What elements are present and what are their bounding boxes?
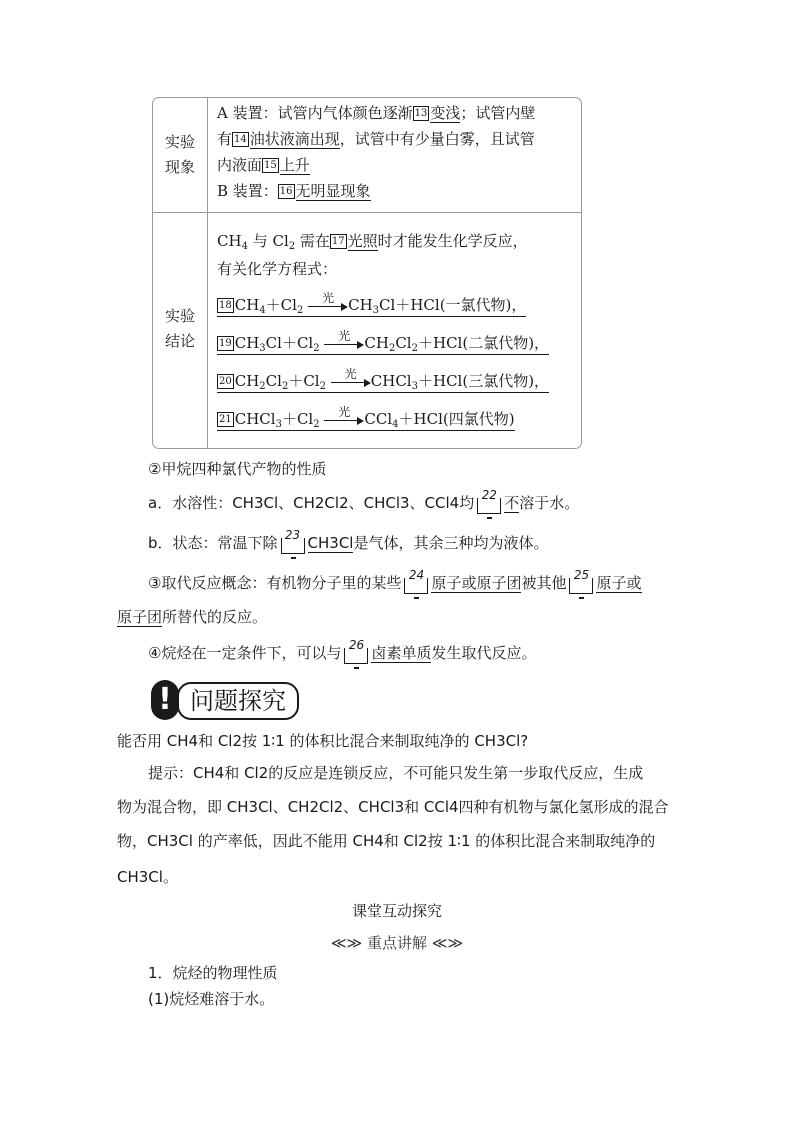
answer-text: 光照 xyxy=(347,232,378,250)
answer-text: 上升 xyxy=(279,156,310,174)
blank-number: 17 xyxy=(331,236,345,247)
question-text: 能否用 CH4和 Cl2按 1∶1 的体积比混合来制取纯净的 CH3Cl? xyxy=(117,732,529,750)
property-water-solubility: a．水溶性：CH3Cl、CH2Cl2、CHCl3、CCl4均 22 不溶于水。 xyxy=(148,490,579,514)
answer-text: 原子或原子团 xyxy=(431,574,522,592)
phenomenon-line: A 装置：试管内气体颜色逐渐 13 变浅；试管内壁 xyxy=(217,104,536,122)
point-text: (1)烷烃难溶于水。 xyxy=(148,990,275,1008)
blank-number: 14 xyxy=(234,134,247,145)
phenomenon-line: 有 14 油状液滴出现，试管中有少量白雾，且试管 xyxy=(217,130,535,148)
answer-text: 原子或 xyxy=(596,574,642,592)
point-heading: 1．烷烃的物理性质 xyxy=(148,964,278,982)
phenomenon-line: 内液面 15 上升 xyxy=(217,156,310,174)
substitution-definition: ③取代反应概念：有机物分子里的某些 24 原子或原子团被其他 25 原子或 xyxy=(148,570,642,594)
fill-blank-icon: 22 xyxy=(476,490,502,514)
section-title: 课堂互动探究 xyxy=(351,902,442,920)
blank-number: 19 xyxy=(219,338,232,349)
alkane-halogen-reaction: ④烷烃在一定条件下，可以与 26 卤素单质发生取代反应。 xyxy=(148,640,536,664)
fill-blank-icon: 25 xyxy=(568,570,594,594)
answer-line: 提示：CH4和 Cl2的反应是连锁反应，不可能只发生第一步取代反应，生成 xyxy=(148,764,644,782)
row-header-conclusion: 实验 结论 xyxy=(164,307,195,350)
answer-text: 油状液滴出现 xyxy=(249,130,340,148)
exclamation-icon: ! xyxy=(151,680,179,720)
light-arrow-icon: 光 xyxy=(324,413,364,427)
light-arrow-icon: 光 xyxy=(331,375,371,389)
blank-number: 20 xyxy=(219,376,232,387)
equation-18: 18 $CH_4+Cl_2$ 光 $CH_3Cl+HCl$(一氯代物)， xyxy=(219,291,527,316)
problem-exploration-banner xyxy=(151,680,297,720)
light-arrow-icon: 光 xyxy=(308,299,348,313)
phenomenon-cell xyxy=(217,100,575,204)
experiment-table xyxy=(152,97,582,449)
blank-number: 18 xyxy=(219,300,232,311)
blank-number: 13 xyxy=(414,108,428,119)
table-divider xyxy=(207,98,208,448)
answer-text: CH3Cl xyxy=(307,534,354,552)
answer-line: CH3Cl。 xyxy=(117,868,178,886)
substitution-definition-cont: 原子团所替代的反应。 xyxy=(117,608,268,626)
equation-20: 20 $CH_2Cl_2+Cl_2$ 光 CHCl$_3$＋HCl(三氯代物)， xyxy=(219,367,550,392)
blank-number: 15 xyxy=(264,160,277,171)
fill-blank-icon: 24 xyxy=(403,570,429,594)
phenomenon-line: B 装置： 16 无明显现象 xyxy=(217,182,371,200)
banner-title: 问题探究 xyxy=(177,682,299,720)
row-header-phenomenon: 实验 现象 xyxy=(164,133,195,176)
subsection-title: ≪≫ 重点讲解 ≪≫ xyxy=(330,934,464,952)
property-state: b．状态：常温下除 23 CH3Cl是气体，其余三种均为液体。 xyxy=(148,530,548,554)
conclusion-line: $CH_4$ 与 $Cl_2$ 需在 17 光照时才能发生化学反应， xyxy=(217,232,528,252)
answer-text: 卤素单质 xyxy=(371,644,432,662)
answer-line: 物，CH3Cl 的产率低，因此不能用 CH4和 Cl2按 1∶1 的体积比混合来制取纯净的 xyxy=(117,832,656,850)
answer-text: 无明显现象 xyxy=(295,182,371,200)
table-divider xyxy=(153,212,581,213)
blank-number: 21 xyxy=(219,414,232,425)
fill-blank-icon: 23 xyxy=(280,530,306,554)
light-arrow-icon: 光 xyxy=(324,337,364,351)
fill-blank-icon: 26 xyxy=(343,640,369,664)
blank-number: 16 xyxy=(279,186,293,197)
equation-19: 19 $CH_3Cl+Cl_2$ 光 $CH_2Cl_2+HCl$(二氯代物)， xyxy=(219,329,550,354)
conclusion-line: 有关化学方程式： xyxy=(217,260,338,278)
answer-text: 原子团 xyxy=(117,608,163,626)
equation-21: 21 $CHCl_3+Cl_2$ 光 CCl$_4$＋HCl(四氯代物) xyxy=(219,405,515,430)
answer-line: 物为混合物，即 CH3Cl、CH2Cl2、CHCl3和 CCl4四种有机物与氯化氢形成的混合 xyxy=(117,798,669,816)
answer-text: 变浅 xyxy=(430,104,461,122)
section-heading: ②甲烷四种氯代产物的性质 xyxy=(148,460,327,478)
answer-text: 不 xyxy=(504,494,520,512)
